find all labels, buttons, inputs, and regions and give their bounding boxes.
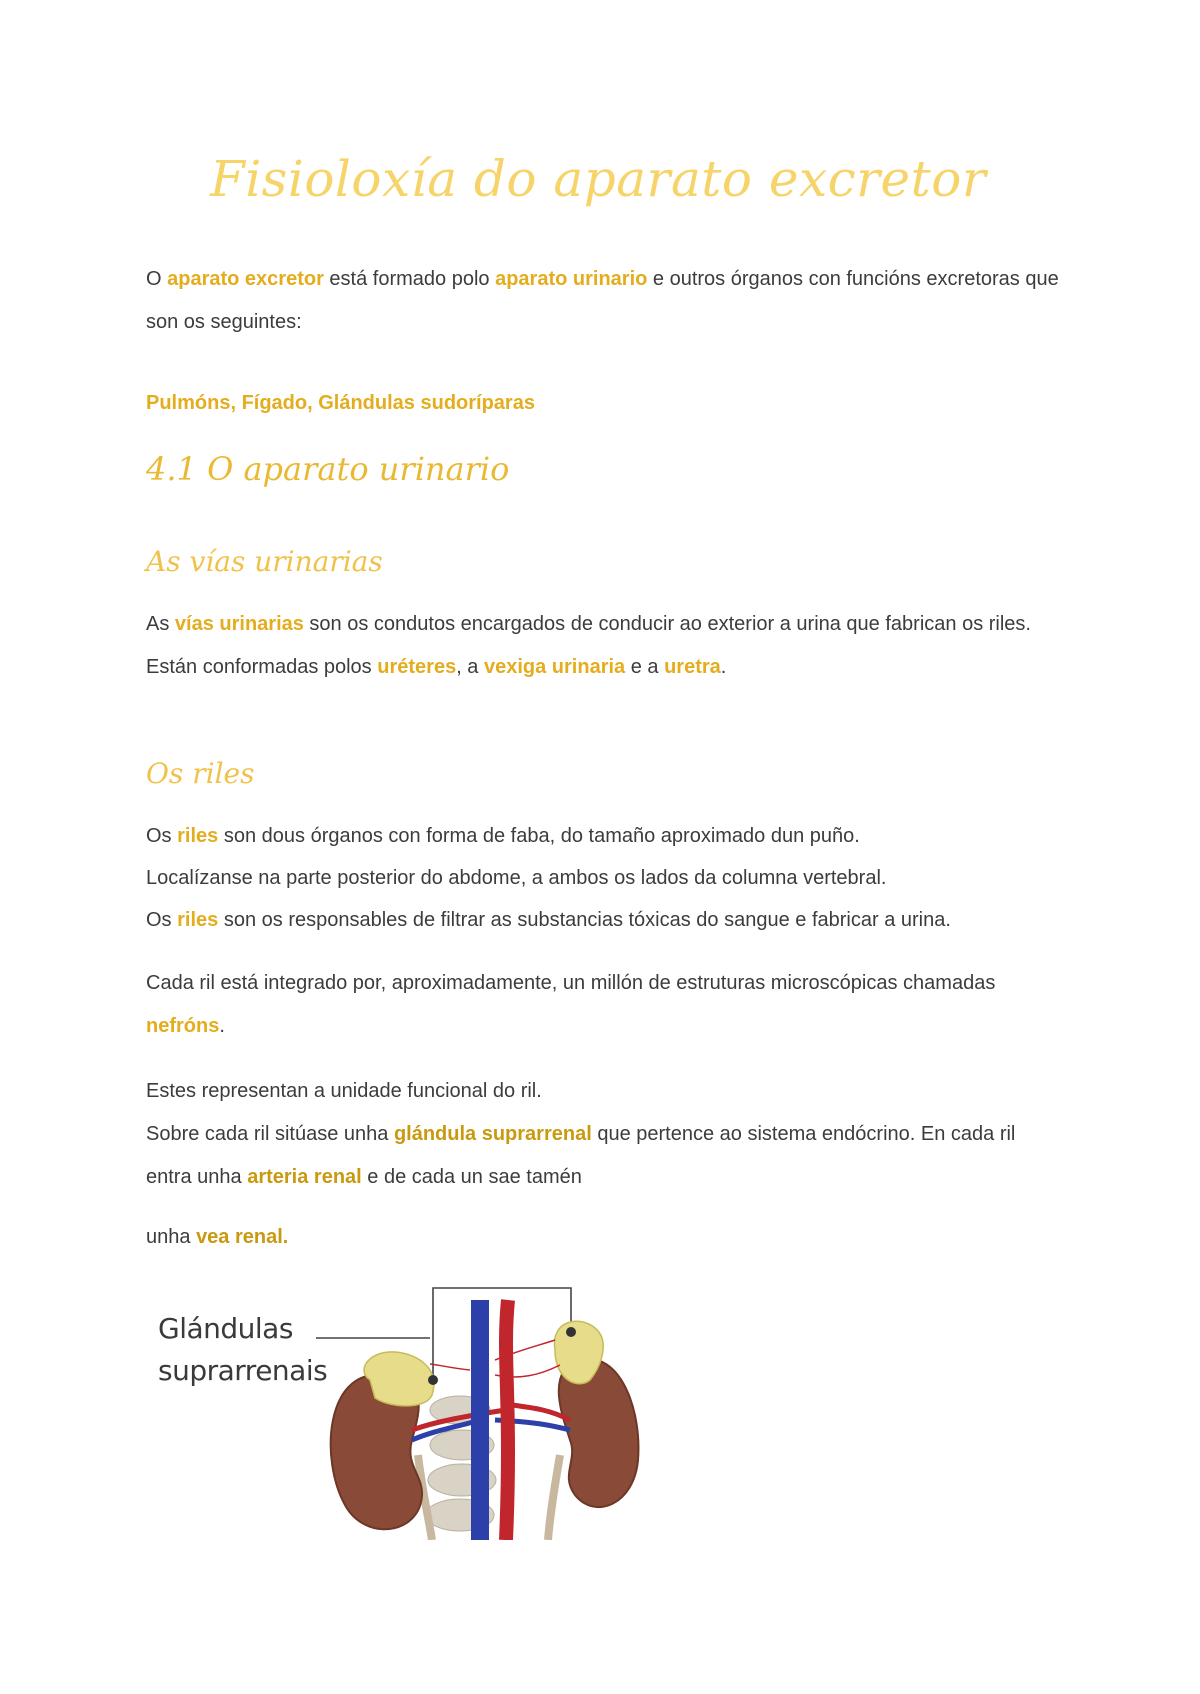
suprarrenal-text xyxy=(146,1113,1066,1199)
riles-line-3 xyxy=(146,899,1066,941)
figure-label-line-2: suprarrenais xyxy=(158,1354,328,1387)
riles-line-1 xyxy=(146,815,1066,857)
text-run: son dous órganos con forma de faba, do tamaño aproximado dun puño. xyxy=(218,825,860,847)
small-artery xyxy=(430,1364,470,1370)
left-adrenal-gland xyxy=(364,1352,434,1406)
term-uretra: uretra xyxy=(664,656,721,678)
term-aparato-urinario: aparato urinario xyxy=(495,268,648,290)
subheading-vias-urinarias: As vías urinarias xyxy=(146,545,383,578)
unidade-funcional-line: Estes representan a unidade funcional do ril. xyxy=(146,1080,542,1102)
text-run: Cada ril está integrado por, aproximadamente, un millón de estruturas microscópicas chamadas xyxy=(146,972,996,994)
suprarrenal-block xyxy=(146,1070,1066,1199)
text-run: Sobre cada ril sitúase unha xyxy=(146,1123,394,1145)
aorta xyxy=(506,1300,508,1540)
text-run: e de cada un sae tamén xyxy=(361,1166,582,1188)
term-aparato-excretor: aparato excretor xyxy=(167,268,324,290)
organs-list xyxy=(146,382,1066,425)
term-riles: riles xyxy=(177,909,219,931)
vias-paragraph xyxy=(146,603,1066,689)
subheading-os-riles: Os riles xyxy=(146,757,255,790)
organs-text: Pulmóns, Fígado, Glándulas sudoríparas xyxy=(146,392,535,414)
kidney-diagram xyxy=(150,1280,650,1540)
text-run: . xyxy=(219,1015,225,1037)
text-run: O xyxy=(146,268,168,290)
small-vessels xyxy=(430,1340,560,1377)
nefrons-paragraph xyxy=(146,962,1066,1048)
text-run: . xyxy=(720,656,727,678)
term-vexiga-urinaria: vexiga urinaria xyxy=(483,656,626,678)
text-run: Os xyxy=(146,825,178,847)
section-heading-aparato-urinario: 4.1 O aparato urinario xyxy=(146,450,510,488)
term-nefrons: nefróns xyxy=(146,1015,220,1037)
right-ureter xyxy=(548,1455,560,1540)
vea-renal-paragraph xyxy=(146,1216,1066,1259)
intro-paragraph xyxy=(146,258,1066,344)
figure-label-line-1: Glándulas xyxy=(158,1312,293,1345)
riles-block-1 xyxy=(146,815,1066,941)
text-run: e a xyxy=(625,656,665,678)
text-run: Os xyxy=(146,909,178,931)
text-run: As xyxy=(146,613,175,635)
leader-lines xyxy=(316,1288,571,1378)
text-run: unha xyxy=(146,1226,197,1248)
term-vias-urinarias: vías urinarias xyxy=(174,613,304,635)
text-run: son os responsables de filtrar as substancias tóxicas do sangue e fabricar a urina. xyxy=(218,909,951,931)
term-glandula-suprarrenal: glándula suprarrenal xyxy=(393,1123,592,1145)
text-run: , a xyxy=(456,656,484,678)
document-title: Fisioloxía do aparato excretor xyxy=(210,150,987,208)
term-arteria-renal: arteria renal xyxy=(247,1166,362,1188)
term-riles: riles xyxy=(177,825,219,847)
riles-line-2: Localízanse na parte posterior do abdome, a ambos os lados da columna vertebral. xyxy=(146,867,887,889)
text-run: son os condutos encargados de conducir ao exterior a urina que fabrican os riles. Están conformadas polos xyxy=(146,613,1031,678)
term-vea-renal: vea renal. xyxy=(196,1226,289,1248)
right-gland-marker xyxy=(566,1327,576,1337)
text-run: que pertence ao sistema endócrino. En cada ril entra unha xyxy=(146,1123,1016,1188)
text-run: e outros órganos con funcións excretoras que son os seguintes: xyxy=(146,268,1059,333)
left-gland-marker xyxy=(428,1375,438,1385)
text-run: está formado polo xyxy=(323,268,496,290)
kidney-illustration xyxy=(150,1280,650,1540)
term-ureteres: uréteres xyxy=(377,656,457,678)
